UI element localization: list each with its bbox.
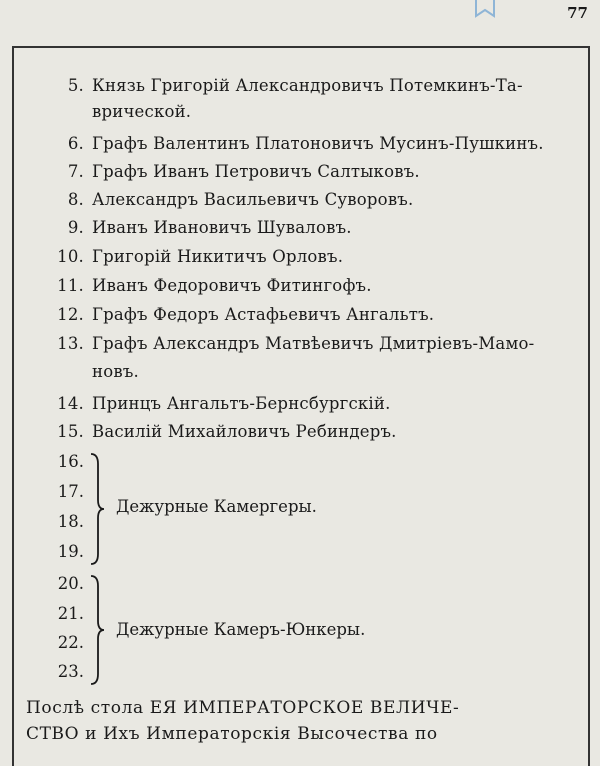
group-number: 16.	[57, 452, 84, 471]
right-brace-icon	[88, 452, 106, 566]
closing-line: СТВО и Ихъ Императорскія Высочества по	[26, 724, 438, 744]
list-item: 7. Графъ Иванъ Петровичъ Салтыковъ.	[67, 162, 420, 181]
group-number: 21.	[57, 604, 84, 623]
list-item-continuation: новъ.	[92, 362, 139, 381]
group-number: 18.	[57, 512, 84, 531]
group-number: 17.	[57, 482, 84, 501]
group-label: Дежурные Камергеры.	[116, 497, 317, 516]
group-number: 19.	[57, 542, 84, 561]
closing-line: Послѣ стола ЕЯ ИМПЕРАТОРСКОЕ ВЕЛИЧЕ-	[26, 698, 460, 718]
list-item: 13. Графъ Александръ Матвѣевичъ Дмитріевъ-Мамо-	[57, 334, 535, 353]
group-number: 20.	[57, 574, 84, 593]
list-item: 15. Василій Михайловичъ Ребиндеръ.	[57, 422, 397, 441]
group-label: Дежурные Камеръ-Юнкеры.	[116, 620, 366, 639]
list-item: 12. Графъ Федоръ Астафьевичъ Ангальтъ.	[57, 305, 435, 324]
list-item: 14. Принцъ Ангальтъ-Бернсбургскій.	[57, 394, 391, 413]
group-number: 23.	[57, 662, 84, 681]
page-number: 77	[567, 4, 588, 22]
list-item: 6. Графъ Валентинъ Платоновичъ Мусинъ-Пушкинъ.	[67, 134, 544, 153]
list-item: 5. Князь Григорій Александровичъ Потемкинъ-Та-	[67, 76, 523, 95]
list-item: 10. Григорій Никитичъ Орловъ.	[57, 247, 344, 266]
list-item-continuation: врической.	[92, 102, 192, 121]
list-item: 9. Иванъ Ивановичъ Шуваловъ.	[67, 218, 352, 237]
right-brace-icon	[88, 574, 106, 686]
group-number: 22.	[57, 633, 84, 652]
list-item: 11. Иванъ Федоровичъ Фитингофъ.	[57, 276, 372, 295]
bookmark-icon[interactable]	[470, 0, 500, 18]
list-item: 8. Александръ Васильевичъ Суворовъ.	[67, 190, 414, 209]
